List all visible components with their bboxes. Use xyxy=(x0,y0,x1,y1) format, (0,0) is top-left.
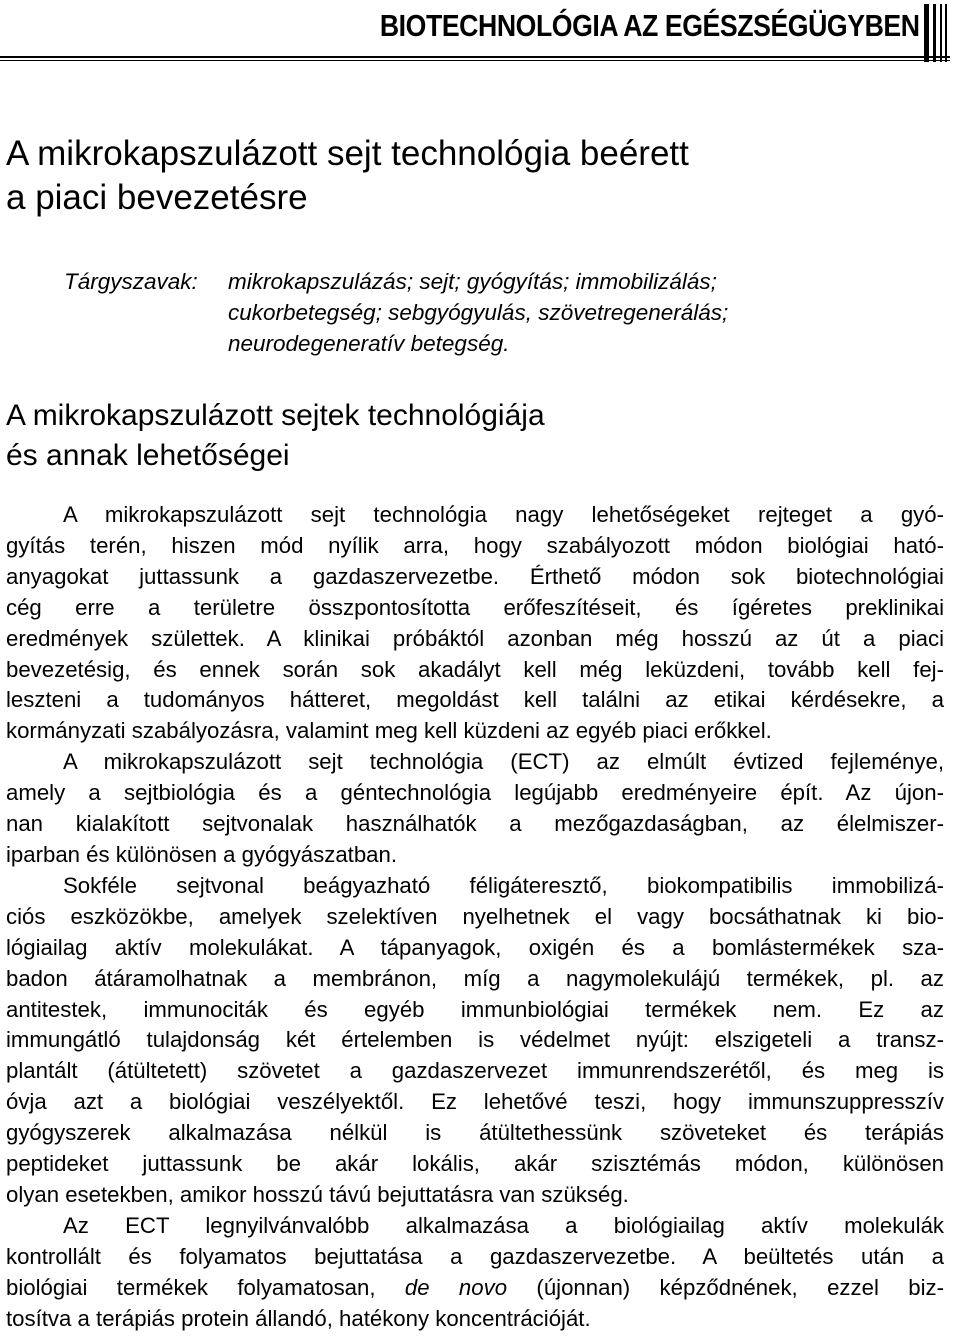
keywords-block xyxy=(64,266,944,359)
paragraph-line: gyógyszerek alkalmazása nélkül is átültethessünk szöveteket és terápiás xyxy=(6,1120,944,1146)
paragraph-line: tosítva a terápiás protein állandó, hatékony koncentrációját. xyxy=(6,1305,591,1331)
paragraph-line: antitestek, immunociták és egyéb immunbiológiai termékek nem. Ez az xyxy=(6,996,944,1022)
keywords-list xyxy=(228,266,928,359)
paragraph-line: olyan esetekben, amikor hosszú távú bejuttatásra van szükség. xyxy=(6,1181,629,1207)
article-title-line-1: A mikrokapszulázott sejt technológia beérett xyxy=(6,134,689,173)
paragraph-line: ciós eszközökbe, amelyek szelektíven nyelhetnek el vagy bocsáthatnak ki bio- xyxy=(6,903,944,929)
section-title-line-1: A mikrokapszulázott sejtek technológiája xyxy=(6,399,545,432)
article-title xyxy=(6,132,936,220)
paragraph-line: Sokféle sejtvonal beágyazható féligáteresztő, biokompatibilis immobilizá- xyxy=(63,872,944,898)
paragraph-line: leszteni a tudományos hátteret, megoldást kell találni az etikai kérdésekre, a xyxy=(6,687,944,713)
header-rule xyxy=(0,56,950,58)
paragraph-line: gyítás terén, hiszen mód nyílik arra, hogy szabályozott módon biológiai ható- xyxy=(6,532,944,558)
paragraph-1 xyxy=(6,500,944,747)
paragraph-line: cég erre a területre összpontosította erőfeszítéseit, és ígéretes preklinikai xyxy=(6,594,944,620)
paragraph-2 xyxy=(6,747,944,871)
paragraph-line: badon átáramolhatnak a membránon, míg a nagymolekulájú termékek, pl. az xyxy=(6,965,944,991)
header-rule-thin xyxy=(0,60,950,61)
text-run: biológiai termékek folyamatosan, xyxy=(6,1274,405,1300)
paragraph-line: peptideket juttassunk be akár lokális, akár szisztémás módon, különösen xyxy=(6,1151,944,1177)
paragraph-line-with-italic xyxy=(6,1273,944,1304)
paragraph-line: iparban és különösen a gyógyászatban. xyxy=(6,841,398,867)
italic-term: de novo xyxy=(404,1274,508,1300)
paragraph-line: anyagokat juttassunk a gazdaszervezetbe. Érthető módon sok biotechnológiai xyxy=(6,563,944,589)
paragraph-line: amely a sejtbiológia és a géntechnológia legújabb eredményeire épít. Az újon- xyxy=(6,780,944,806)
paragraph-line: kormányzati szabályozásra, valamint meg kell küzdeni az egyéb piaci erőkkel. xyxy=(6,718,772,744)
paragraph-line: immungátló tulajdonság két értelemben is védelmet nyújt: elszigeteli a transz- xyxy=(6,1027,944,1053)
text-run: (újonnan) képződnének, ezzel biz- xyxy=(507,1274,944,1300)
paragraph-line: A mikrokapszulázott sejt technológia nagy lehetőségeket rejteget a gyó- xyxy=(63,502,944,527)
paragraph-line: nan kialakított sejtvonalak használhatók a mezőgazdaságban, az élelmiszer- xyxy=(6,811,944,837)
keywords-line-1: mikrokapszulázás; sejt; gyógyítás; immobilizálás; xyxy=(228,269,717,294)
keywords-line-3: neurodegeneratív betegség. xyxy=(228,331,510,356)
section-title xyxy=(6,396,936,476)
paragraph-line: lógiailag aktív molekulákat. A tápanyagok, oxigén és a bomlástermékek sza- xyxy=(6,934,944,960)
paragraph-4 xyxy=(6,1211,944,1335)
header-bars-decoration xyxy=(924,4,948,62)
section-title-line-2: és annak lehetőségei xyxy=(6,439,290,472)
paragraph-line: eredmények születtek. A klinikai próbáktól azonban még hosszú az út a piaci xyxy=(6,625,944,651)
paragraph-line: plantált (átültetett) szövetet a gazdaszervezet immunrendszerétől, és meg is xyxy=(6,1058,944,1084)
paragraph-3 xyxy=(6,871,944,1211)
paragraph-line: kontrollált és folyamatos bejuttatása a gazdaszervezetbe. A beültetés után a xyxy=(6,1243,944,1269)
keywords-line-2: cukorbetegség; sebgyógyulás, szövetregenerálás; xyxy=(228,300,729,325)
paragraph-line: bevezetésig, és ennek során sok akadályt kell még leküzdeni, tovább kell fej- xyxy=(6,656,944,682)
paragraph-line: Az ECT legnyilvánvalóbb alkalmazása a biológiailag aktív molekulák xyxy=(63,1212,944,1238)
running-header-title: BIOTECHNOLÓGIA AZ EGÉSZSÉGÜGYBEN xyxy=(380,8,920,43)
keywords-label: Tárgyszavak: xyxy=(64,269,198,294)
paragraph-line: óvja azt a biológiai veszélyektől. Ez lehetővé teszi, hogy immunszuppresszív xyxy=(6,1089,944,1115)
article-title-line-2: a piaci bevezetésre xyxy=(6,178,308,217)
article-body xyxy=(6,500,944,1334)
paragraph-line: A mikrokapszulázott sejt technológia (ECT) az elmúlt évtized fejleménye, xyxy=(63,749,944,775)
